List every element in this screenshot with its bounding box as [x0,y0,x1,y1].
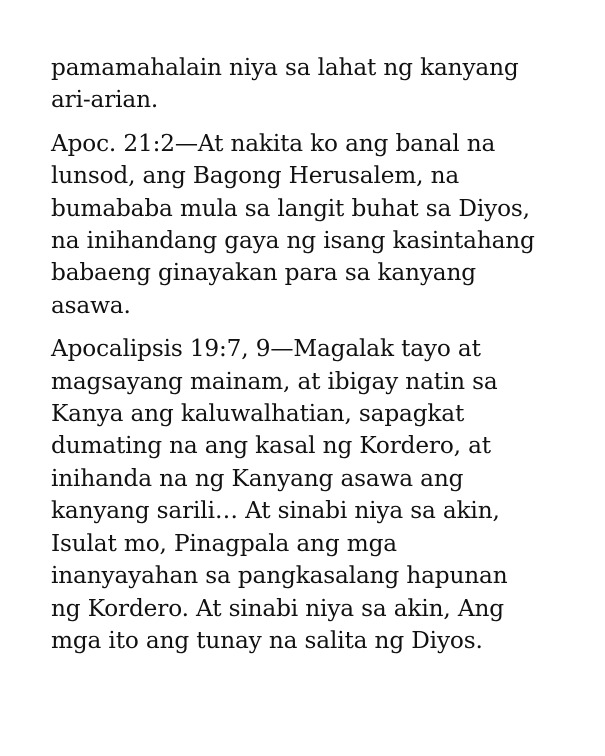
paragraph-apoc-21-2 [51,128,551,322]
text-line: ari-arian. [51,86,159,114]
text-line: magsayang mainam, at ibigay natin sa [51,367,498,395]
text-line: Kanya ang kaluwalhatian, sapagkat [51,400,465,428]
text-line: Apocalipsis 19:7, 9—Magalak tayo at [51,335,481,363]
text-line: kanyang sarili… At sinabi niya sa akin, [51,497,500,525]
document-page [51,52,551,668]
text-line: babaeng ginayakan para sa kanyang [51,259,476,287]
text-line: inihanda na ng Kanyang asawa ang [51,464,464,492]
paragraph-continuation [51,52,551,117]
text-line: Isulat mo, Pinagpala ang mga [51,529,397,557]
text-line: pamamahalain niya sa lahat ng kanyang [51,54,519,81]
text-line: dumating na ang kasal ng Kordero, at [51,432,491,460]
text-line: ng Kordero. At sinabi niya sa akin, Ang [51,594,504,622]
text-line: asawa. [51,291,131,319]
text-line: Apoc. 21:2—At nakita ko ang banal na [51,129,496,157]
paragraph-apocalipsis-19-7-9 [51,333,551,657]
text-line: lunsod, ang Bagong Herusalem, na [51,162,460,190]
text-line: mga ito ang tunay na salita ng Diyos. [51,626,483,654]
text-line: inanyayahan sa pangkasalang hapunan [51,562,508,590]
text-line: bumababa mula sa langit buhat sa Diyos, [51,194,530,222]
text-line: na inihandang gaya ng isang kasintahang [51,227,535,255]
